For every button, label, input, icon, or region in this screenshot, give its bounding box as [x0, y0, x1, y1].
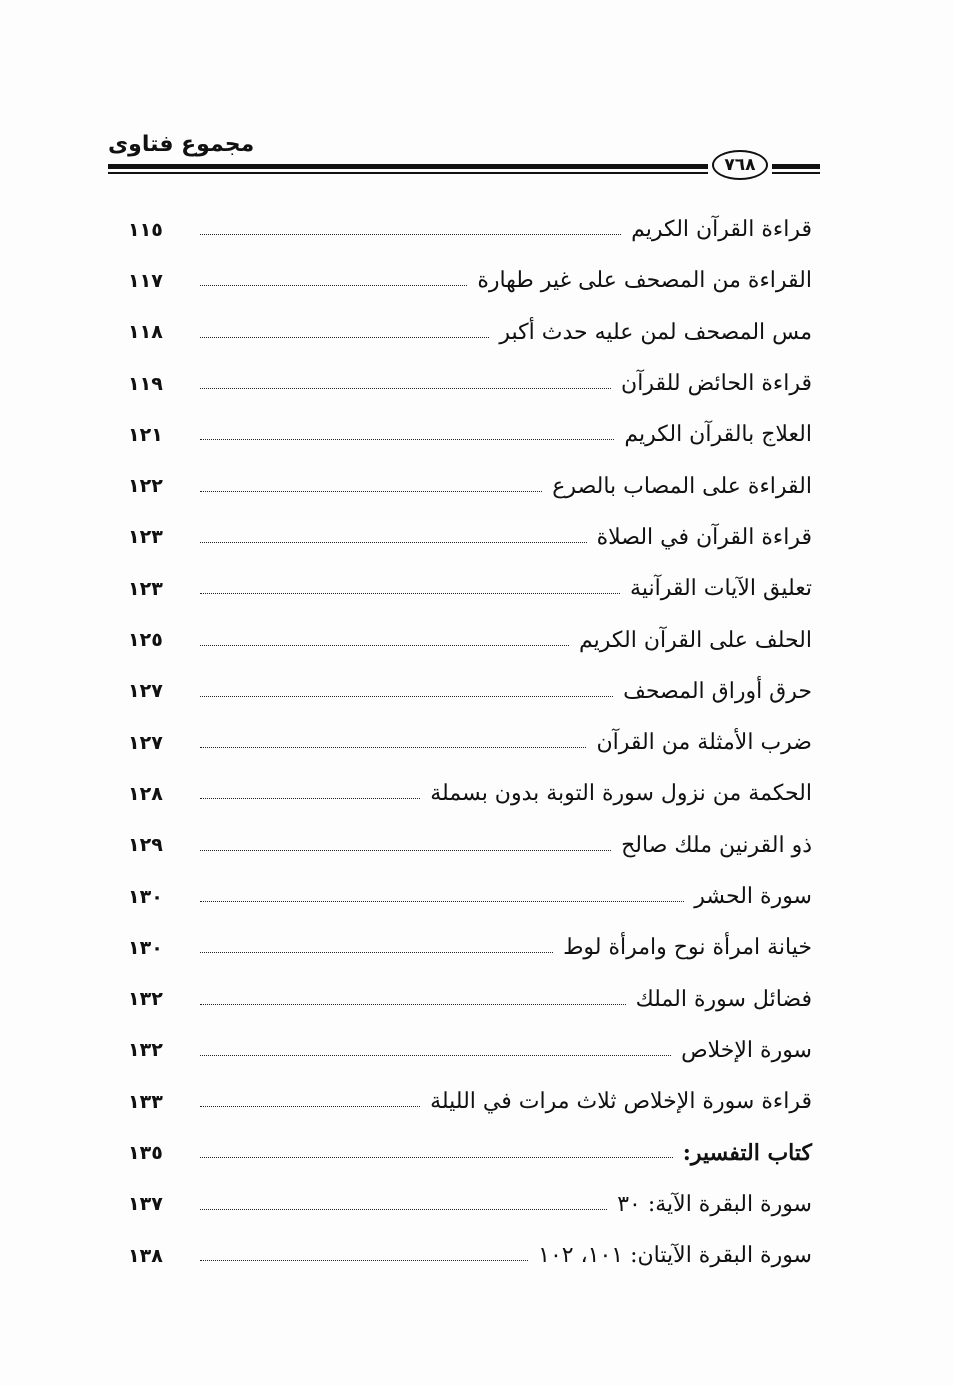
- toc-entry-title: قراءة القرآن في الصلاة: [596, 524, 812, 550]
- dot-leader: [200, 1157, 673, 1158]
- toc-entry-page: ١٢١: [128, 423, 163, 446]
- toc-entry-page: ١٣٢: [128, 988, 163, 1011]
- toc-entry-title: قراءة الحائض للقرآن: [621, 371, 812, 397]
- toc-entry-title: خيانة امرأة نوح وامرأة لوط: [563, 935, 812, 961]
- toc-entry-page: ١٢٧: [128, 680, 163, 703]
- toc-entry: [128, 666, 812, 717]
- dot-leader: [200, 1055, 671, 1056]
- toc-entry: [128, 1127, 812, 1178]
- dot-leader: [200, 747, 586, 748]
- dot-leader: [200, 337, 489, 338]
- toc-entry-title: سورة البقرة الآية: ٣٠: [617, 1191, 812, 1217]
- toc-entry-title: الحكمة من نزول سورة التوبة بدون بسملة: [430, 781, 812, 807]
- toc-entry-title: فضائل سورة الملك: [635, 986, 812, 1012]
- toc-entry-page: ١٢٥: [128, 629, 163, 652]
- dot-leader: [200, 491, 542, 492]
- toc-entry: [128, 717, 812, 768]
- dot-leader: [200, 1260, 528, 1261]
- toc-entry-title: الحلف على القرآن الكريم: [578, 627, 812, 653]
- header-rule-right-thick: [772, 164, 820, 169]
- toc-entry-title: ضرب الأمثلة من القرآن: [596, 730, 812, 756]
- dot-leader: [200, 645, 569, 646]
- toc-entry-title: سورة الحشر: [694, 884, 812, 909]
- toc-entry-page: ١٢٢: [128, 475, 163, 498]
- toc-entry-page: ١١٩: [128, 372, 163, 395]
- toc-entry-title: سورة البقرة الآيتان: ١٠١، ١٠٢: [538, 1243, 812, 1269]
- toc-entry: [128, 255, 812, 306]
- toc-entry: [128, 563, 812, 614]
- toc-entry: [128, 460, 812, 511]
- toc-entry-page: ١٢٣: [128, 526, 163, 549]
- toc-entry-title: قراءة القرآن الكريم: [631, 217, 812, 243]
- page-header: [108, 132, 820, 180]
- toc-entry-page: ١٢٣: [128, 577, 163, 600]
- toc-entry-page: ١٣٠: [128, 936, 163, 959]
- toc-entry-page: ١٢٧: [128, 731, 163, 754]
- dot-leader: [200, 1106, 420, 1107]
- toc-entry: [128, 973, 812, 1024]
- toc-entry-title: ذو القرنين ملك صالح: [621, 832, 812, 858]
- toc-entry: [128, 768, 812, 819]
- toc-entry: [128, 614, 812, 665]
- dot-leader: [200, 1004, 626, 1005]
- toc-entry: [128, 1230, 812, 1281]
- dot-leader: [200, 542, 587, 543]
- dot-leader: [200, 593, 620, 594]
- header-rule-thin: [108, 172, 708, 174]
- toc-entry: [128, 922, 812, 973]
- toc-entry-page: ١٣٧: [128, 1193, 163, 1216]
- toc-entry: [128, 871, 812, 922]
- toc-entry-page: ١١٨: [128, 321, 163, 344]
- toc-entry-page: ١٣٠: [128, 885, 163, 908]
- dot-leader: [200, 1209, 607, 1210]
- toc-entry: [128, 1025, 812, 1076]
- toc-entry-title: حرق أوراق المصحف: [623, 678, 812, 704]
- toc-entry-page: ١٣٣: [128, 1090, 163, 1113]
- toc-entry: [128, 512, 812, 563]
- toc-entry: [128, 409, 812, 460]
- dot-leader: [200, 439, 614, 440]
- toc-entry-title: العلاج بالقرآن الكريم: [624, 422, 812, 448]
- dot-leader: [200, 234, 621, 235]
- dot-leader: [200, 901, 684, 902]
- table-of-contents: [128, 204, 812, 1281]
- toc-entry-title: كتاب التفسير:: [682, 1139, 812, 1166]
- toc-entry-page: ١٣٥: [128, 1141, 163, 1164]
- toc-entry-page: ١٢٩: [128, 834, 163, 857]
- toc-entry-title: القراءة من المصحف على غير طهارة: [477, 268, 812, 294]
- toc-entry-page: ١١٥: [128, 218, 163, 241]
- header-rule-right-thin: [772, 172, 820, 174]
- toc-entry-title: قراءة سورة الإخلاص ثلاث مرات في الليلة: [430, 1089, 812, 1115]
- toc-entry-title: مس المصحف لمن عليه حدث أكبر: [499, 319, 812, 345]
- toc-entry-title: سورة الإخلاص: [681, 1037, 812, 1063]
- toc-entry-page: ١١٧: [128, 269, 163, 292]
- toc-entry: [128, 1076, 812, 1127]
- dot-leader: [200, 696, 613, 697]
- toc-entry-page: ١٣٨: [128, 1244, 163, 1267]
- toc-entry-title: القراءة على المصاب بالصرع: [552, 473, 812, 499]
- page-number: ٧٦٨: [712, 150, 768, 180]
- toc-entry: [128, 1179, 812, 1230]
- dot-leader: [200, 952, 553, 953]
- toc-entry: [128, 358, 812, 409]
- dot-leader: [200, 388, 611, 389]
- toc-entry-page: ١٣٢: [128, 1039, 163, 1062]
- toc-entry-title: تعليق الآيات القرآنية: [630, 576, 812, 602]
- dot-leader: [200, 798, 420, 799]
- header-rule-thick: [108, 164, 708, 169]
- book-title: مجموع فتاوى: [108, 132, 255, 157]
- toc-entry: [128, 307, 812, 358]
- toc-entry: [128, 820, 812, 871]
- dot-leader: [200, 850, 611, 851]
- dot-leader: [200, 285, 467, 286]
- toc-entry: [128, 204, 812, 255]
- toc-entry-page: ١٢٨: [128, 782, 163, 805]
